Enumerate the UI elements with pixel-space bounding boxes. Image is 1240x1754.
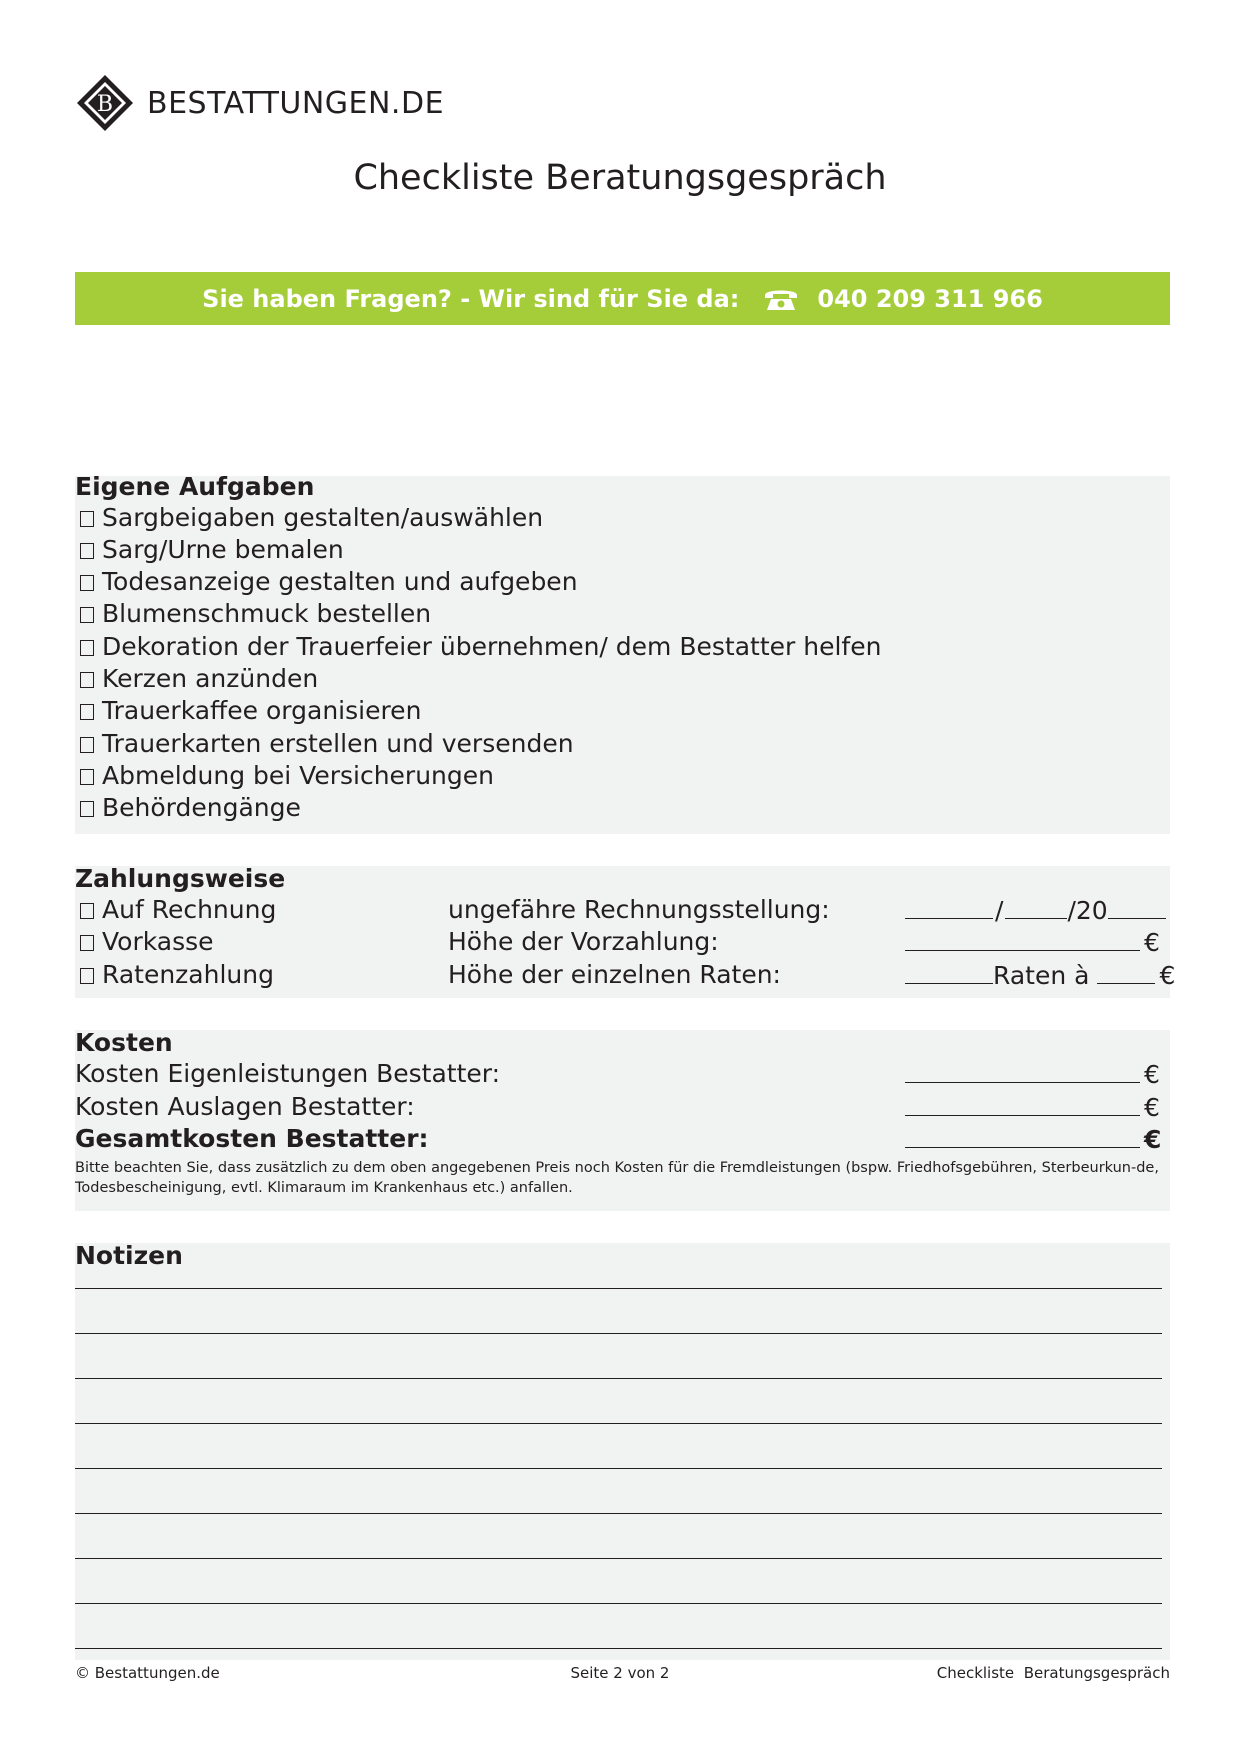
payment-field-label: ungefähre Rechnungsstellung: (448, 895, 830, 924)
checkbox[interactable] (80, 935, 94, 951)
total-cost-label: Gesamtkosten Bestatter: (75, 1124, 429, 1153)
task-item: Behördengänge (75, 792, 301, 824)
telephone-icon (763, 286, 799, 312)
footer-page-number: Seite 2 von 2 (570, 1664, 670, 1682)
page-title: Checkliste Beratungsgespräch (353, 158, 887, 198)
tasks-section (75, 472, 1170, 834)
payment-option: Ratenzahlung (75, 959, 274, 991)
prepayment-amount-field[interactable]: € (905, 926, 1160, 959)
cost-notice: Bitte beachten Sie, dass zusätzlich zu dem oben angegebenen Preis noch Kosten für die Fremdleistungen (bspw. Friedhofsgebühren, Sterbeurkun-de, Todesbescheinigung, evtl. Klimaraum im Krankenhaus etc.) anfallen. (75, 1160, 1159, 1196)
logo (75, 73, 444, 133)
invoice-date-field[interactable]: / /20 (905, 894, 1166, 927)
task-item: Trauerkarten erstellen und versenden (75, 728, 574, 760)
banner-phone[interactable]: 040 209 311 966 (817, 284, 1043, 313)
checkbox[interactable] (80, 543, 94, 559)
task-item: Dekoration der Trauerfeier übernehmen/ dem Bestatter helfen (75, 631, 881, 663)
task-item: Kerzen anzünden (75, 663, 318, 695)
checkbox[interactable] (80, 704, 94, 720)
payment-section (75, 864, 1176, 998)
logo-initial: B (96, 92, 114, 117)
task-item: Sargbeigaben gestalten/auswählen (75, 502, 543, 534)
contact-banner (75, 272, 1170, 325)
task-item: Trauerkaffee organisieren (75, 695, 421, 727)
note-line[interactable] (75, 1333, 1162, 1334)
cost-amount-field[interactable]: € (905, 1058, 1160, 1091)
task-item: Todesanzeige gestalten und aufgeben (75, 566, 578, 598)
checkbox[interactable] (80, 640, 94, 656)
payment-field-label: Höhe der einzelnen Raten: (448, 960, 781, 989)
payment-heading: Zahlungsweise (75, 864, 286, 893)
costs-section (75, 1030, 1170, 1211)
cost-amount-field[interactable]: € (905, 1091, 1160, 1124)
payment-option: Auf Rechnung (75, 894, 276, 926)
costs-heading: Kosten (75, 1028, 173, 1057)
installment-field[interactable]: Raten à € (905, 959, 1175, 992)
banner-text: Sie haben Fragen? - Wir sind für Sie da: (202, 284, 740, 313)
cost-label: Kosten Eigenleistungen Bestatter: (75, 1059, 501, 1088)
cost-label: Kosten Auslagen Bestatter: (75, 1092, 415, 1121)
logo-mark-icon (75, 73, 135, 133)
footer-copyright: © Bestattungen.de (75, 1664, 220, 1682)
note-line[interactable] (75, 1603, 1162, 1604)
note-line[interactable] (75, 1423, 1162, 1424)
tasks-heading: Eigene Aufgaben (75, 472, 315, 501)
note-line[interactable] (75, 1378, 1162, 1379)
note-line[interactable] (75, 1648, 1162, 1649)
task-item: Blumenschmuck bestellen (75, 598, 431, 630)
task-item: Sarg/Urne bemalen (75, 534, 344, 566)
logo-text: BESTATTUNGEN.DE (147, 85, 445, 121)
note-line[interactable] (75, 1513, 1162, 1514)
checkbox[interactable] (80, 575, 94, 591)
note-line[interactable] (75, 1468, 1162, 1469)
footer-doc-title: Checkliste Beratungsgespräch (936, 1664, 1170, 1682)
total-cost-field[interactable]: € (905, 1123, 1161, 1156)
checkbox[interactable] (80, 511, 94, 527)
notes-heading: Notizen (75, 1241, 183, 1270)
checkbox[interactable] (80, 769, 94, 785)
checkbox[interactable] (80, 801, 94, 817)
payment-option: Vorkasse (75, 926, 214, 958)
note-line[interactable] (75, 1288, 1162, 1289)
checkbox[interactable] (80, 607, 94, 623)
payment-field-label: Höhe der Vorzahlung: (448, 927, 719, 956)
task-item: Abmeldung bei Versicherungen (75, 760, 494, 792)
note-line[interactable] (75, 1558, 1162, 1559)
checkbox[interactable] (80, 903, 94, 919)
notes-section (75, 1243, 1170, 1660)
checkbox[interactable] (80, 968, 94, 984)
checkbox[interactable] (80, 737, 94, 753)
checkbox[interactable] (80, 672, 94, 688)
